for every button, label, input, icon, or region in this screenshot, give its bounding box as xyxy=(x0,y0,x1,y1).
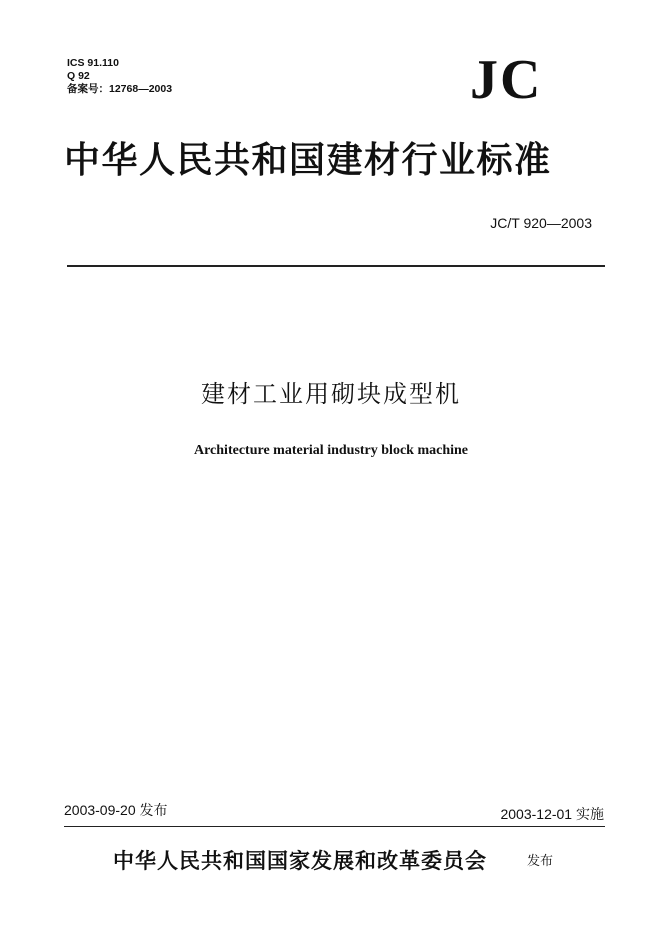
footer-divider xyxy=(64,826,605,827)
ics-code: ICS 91.110 xyxy=(67,57,119,69)
implementation-date: 2003-12-01 实施 xyxy=(500,806,604,822)
document-title-cn: 建材工业用砌块成型机 xyxy=(201,380,461,408)
document-title-en: Architecture material industry block machine xyxy=(193,443,468,458)
issuing-authority: 中华人民共和国国家发展和改革委员会 xyxy=(113,849,487,873)
issued-label: 发布 xyxy=(527,854,554,869)
filing-number: 备案号：12768—2003 xyxy=(67,83,173,95)
jc-logo: JC xyxy=(470,49,543,111)
standard-category-title: 中华人民共和国建材行业标准 xyxy=(64,139,552,181)
issue-date: 2003-09-20 发布 xyxy=(64,802,168,818)
header-divider xyxy=(67,265,605,267)
standard-number: JC/T 920—2003 xyxy=(490,215,592,231)
ccs-code: Q 92 xyxy=(67,70,90,82)
classification-info xyxy=(67,57,172,96)
